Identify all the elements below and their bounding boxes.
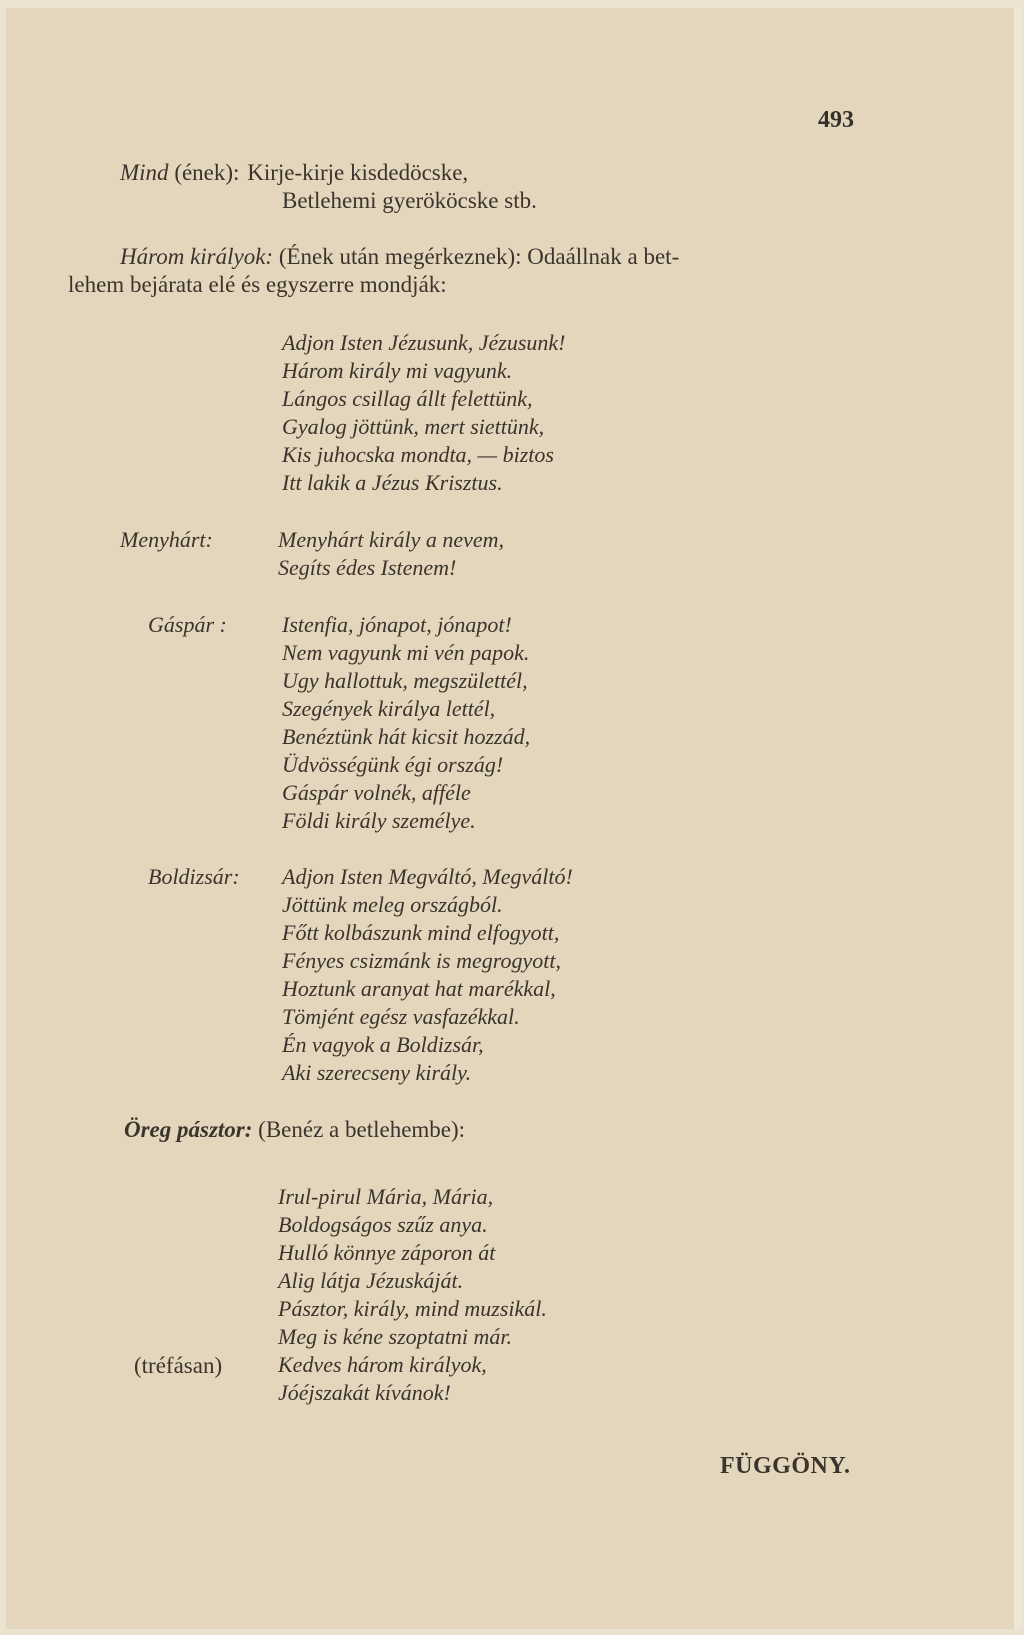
gaspar-verse-6: Üdvösségünk égi ország! xyxy=(282,752,504,777)
book-page xyxy=(6,8,1022,1629)
oreg-pasztor-verse-2: Boldogságos szűz anya. xyxy=(278,1212,488,1237)
menyhart-verse-1: Menyhárt király a nevem, xyxy=(278,527,505,552)
harom-kiralyok-verse-1: Adjon Isten Jézusunk, Jézusunk! xyxy=(282,330,566,355)
oreg-pasztor-verse-7: Kedves három királyok, xyxy=(278,1352,487,1377)
oreg-pasztor-aside: (tréfásan) xyxy=(134,1353,223,1378)
harom-kiralyok-verse-3: Lángos csillag állt felettünk, xyxy=(282,386,533,411)
harom-kiralyok-verse-5: Kis juhocska mondta, — biztos xyxy=(282,442,554,467)
gaspar-verse-1: Istenfia, jónapot, jónapot! xyxy=(282,612,512,637)
mind-line-1: Kirje-kirje kisdedöcske, xyxy=(247,160,469,185)
boldizsar-verse-3: Főtt kolbászunk mind elfogyott, xyxy=(282,920,560,945)
boldizsar-speaker: Boldizsár: xyxy=(148,864,240,889)
menyhart-verse-2: Segíts édes Istenem! xyxy=(278,555,457,580)
gaspar-verse-4: Szegények királya lettél, xyxy=(282,696,496,721)
oreg-pasztor-verse-6: Meg is kéne szoptatni már. xyxy=(278,1324,513,1349)
gaspar-speaker: Gáspár : xyxy=(148,612,227,637)
harom-kiralyok-direction-1: (Ének után megérkeznek): Odaállnak a bet- xyxy=(278,244,680,269)
oreg-pasztor-line xyxy=(124,1116,465,1144)
oreg-pasztor-direction: (Benéz a betlehembe): xyxy=(258,1117,466,1142)
curtain-label: FÜGGÖNY. xyxy=(720,1453,851,1479)
mind-line-2: Betlehemi gyerököcske stb. xyxy=(282,188,537,213)
oreg-pasztor-speaker: Öreg pásztor: xyxy=(124,1117,253,1142)
page-number: 493 xyxy=(818,107,854,133)
boldizsar-verse-8: Aki szerecseny király. xyxy=(282,1060,472,1085)
gaspar-verse-3: Ugy hallottuk, megszülettél, xyxy=(282,668,528,693)
boldizsar-verse-1: Adjon Isten Megváltó, Megváltó! xyxy=(282,864,573,889)
oreg-pasztor-verse-4: Alig látja Jézuskáját. xyxy=(278,1268,464,1293)
gaspar-verse-5: Benéztünk hát kicsit hozzád, xyxy=(282,724,531,749)
boldizsar-verse-5: Hoztunk aranyat hat marékkal, xyxy=(282,976,556,1001)
gaspar-verse-2: Nem vagyunk mi vén papok. xyxy=(282,640,530,665)
harom-kiralyok-direction-2: lehem bejárata elé és egyszerre mondják: xyxy=(68,272,447,297)
gaspar-verse-8: Földi király személye. xyxy=(282,808,476,833)
oreg-pasztor-verse-8: Jóéjszakát kívánok! xyxy=(278,1380,451,1405)
harom-kiralyok-verse-2: Három király mi vagyunk. xyxy=(282,358,513,383)
harom-kiralyok-verse-4: Gyalog jöttünk, mert siettünk, xyxy=(282,414,545,439)
menyhart-speaker: Menyhárt: xyxy=(120,527,213,552)
gaspar-verse-7: Gáspár volnék, afféle xyxy=(282,780,471,805)
oreg-pasztor-verse-3: Hulló könnye záporon át xyxy=(278,1240,496,1265)
boldizsar-verse-4: Fényes csizmánk is megrogyott, xyxy=(282,948,562,973)
harom-kiralyok-speaker: Három királyok: xyxy=(120,244,274,269)
harom-kiralyok-line-1 xyxy=(120,243,679,271)
harom-kiralyok-verse-6: Itt lakik a Jézus Krisztus. xyxy=(282,470,503,495)
mind-speaker: Mind xyxy=(120,160,169,185)
oreg-pasztor-verse-5: Pásztor, király, mind muzsikál. xyxy=(278,1296,547,1321)
boldizsar-verse-6: Tömjént egész vasfazékkal. xyxy=(282,1004,520,1029)
oreg-pasztor-verse-1: Irul-pirul Mária, Mária, xyxy=(278,1184,494,1209)
mind-speaker-line xyxy=(120,159,468,187)
boldizsar-verse-7: Én vagyok a Boldizsár, xyxy=(282,1032,484,1057)
boldizsar-verse-2: Jöttünk meleg országból. xyxy=(282,892,503,917)
mind-direction: (ének): xyxy=(174,160,240,185)
